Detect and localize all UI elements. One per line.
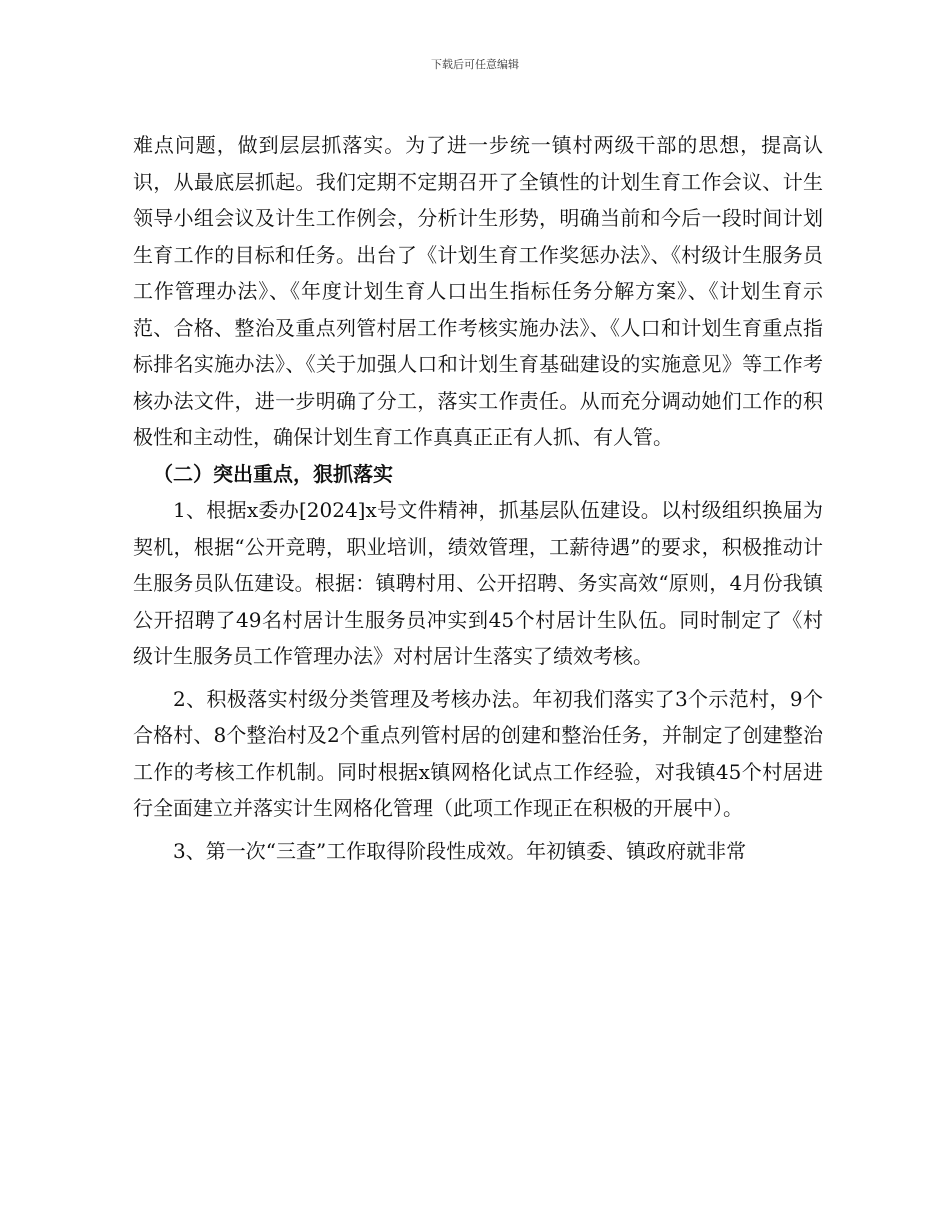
paragraph-4: 3、第一次“三查”工作取得阶段性成效。年初镇委、镇政府就非常 [173,838,747,863]
page-header-note: 下载后可任意编辑 [431,58,519,71]
paragraph-2: 1、根据x委办[2024]x号文件精神，抓基层队伍建设。以村级组织换届为契机，根据“公开竞聘，职业培训，绩效管理，工薪待遇”的要求，积极推动计生服务员队伍建设。根据：镇聘村用、公开招聘、务实高效“原则，4月份我镇公开招聘了49名村居计生服务员冲实到45个村居计生队伍。同时制定了《村级计生服务员工作管理办法》对村居计生落实了绩效考核。 [133,498,823,668]
paragraph-3: 2、积极落实村级分类管理及考核办法。年初我们落实了3个示范村，9个合格村、8个整治村及2个重点列管村居的创建和整治任务，并制定了创建整治工作的考核工作机制。同时根据x镇网格化试点工作经验，对我镇45个村居进行全面建立并落实计生网格化管理（此项工作现正在积极的开展中）。 [133,686,823,820]
paragraph-1: 难点问题，做到层层抓落实。为了进一步统一镇村两级干部的思想，提高认识，从最底层抓起。我们定期不定期召开了全镇性的计划生育工作会议、计生领导小组会议及计生工作例会，分析计生形势，明确当前和今后一段时间计划生育工作的目标和任务。出台了《计划生育工作奖惩办法》、《村级计生服务员工作管理办法》、《年度计划生育人口出生指标任务分解方案》、《计划生育示范、合格、整治及重点列管村居工作考核实施办法》、《人口和计划生育重点指标排名实施办法》、《关于加强人口和计划生育基础建设的实施意见》等工作考核办法文件，进一步明确了分工，落实工作责任。从而充分调动她们工作的积极性和主动性，确保计划生育工作真真正正有人抓、有人管。 [133,133,823,449]
section-heading-2: （二）突出重点，狠抓落实 [153,461,393,486]
document-body [133,127,823,869]
